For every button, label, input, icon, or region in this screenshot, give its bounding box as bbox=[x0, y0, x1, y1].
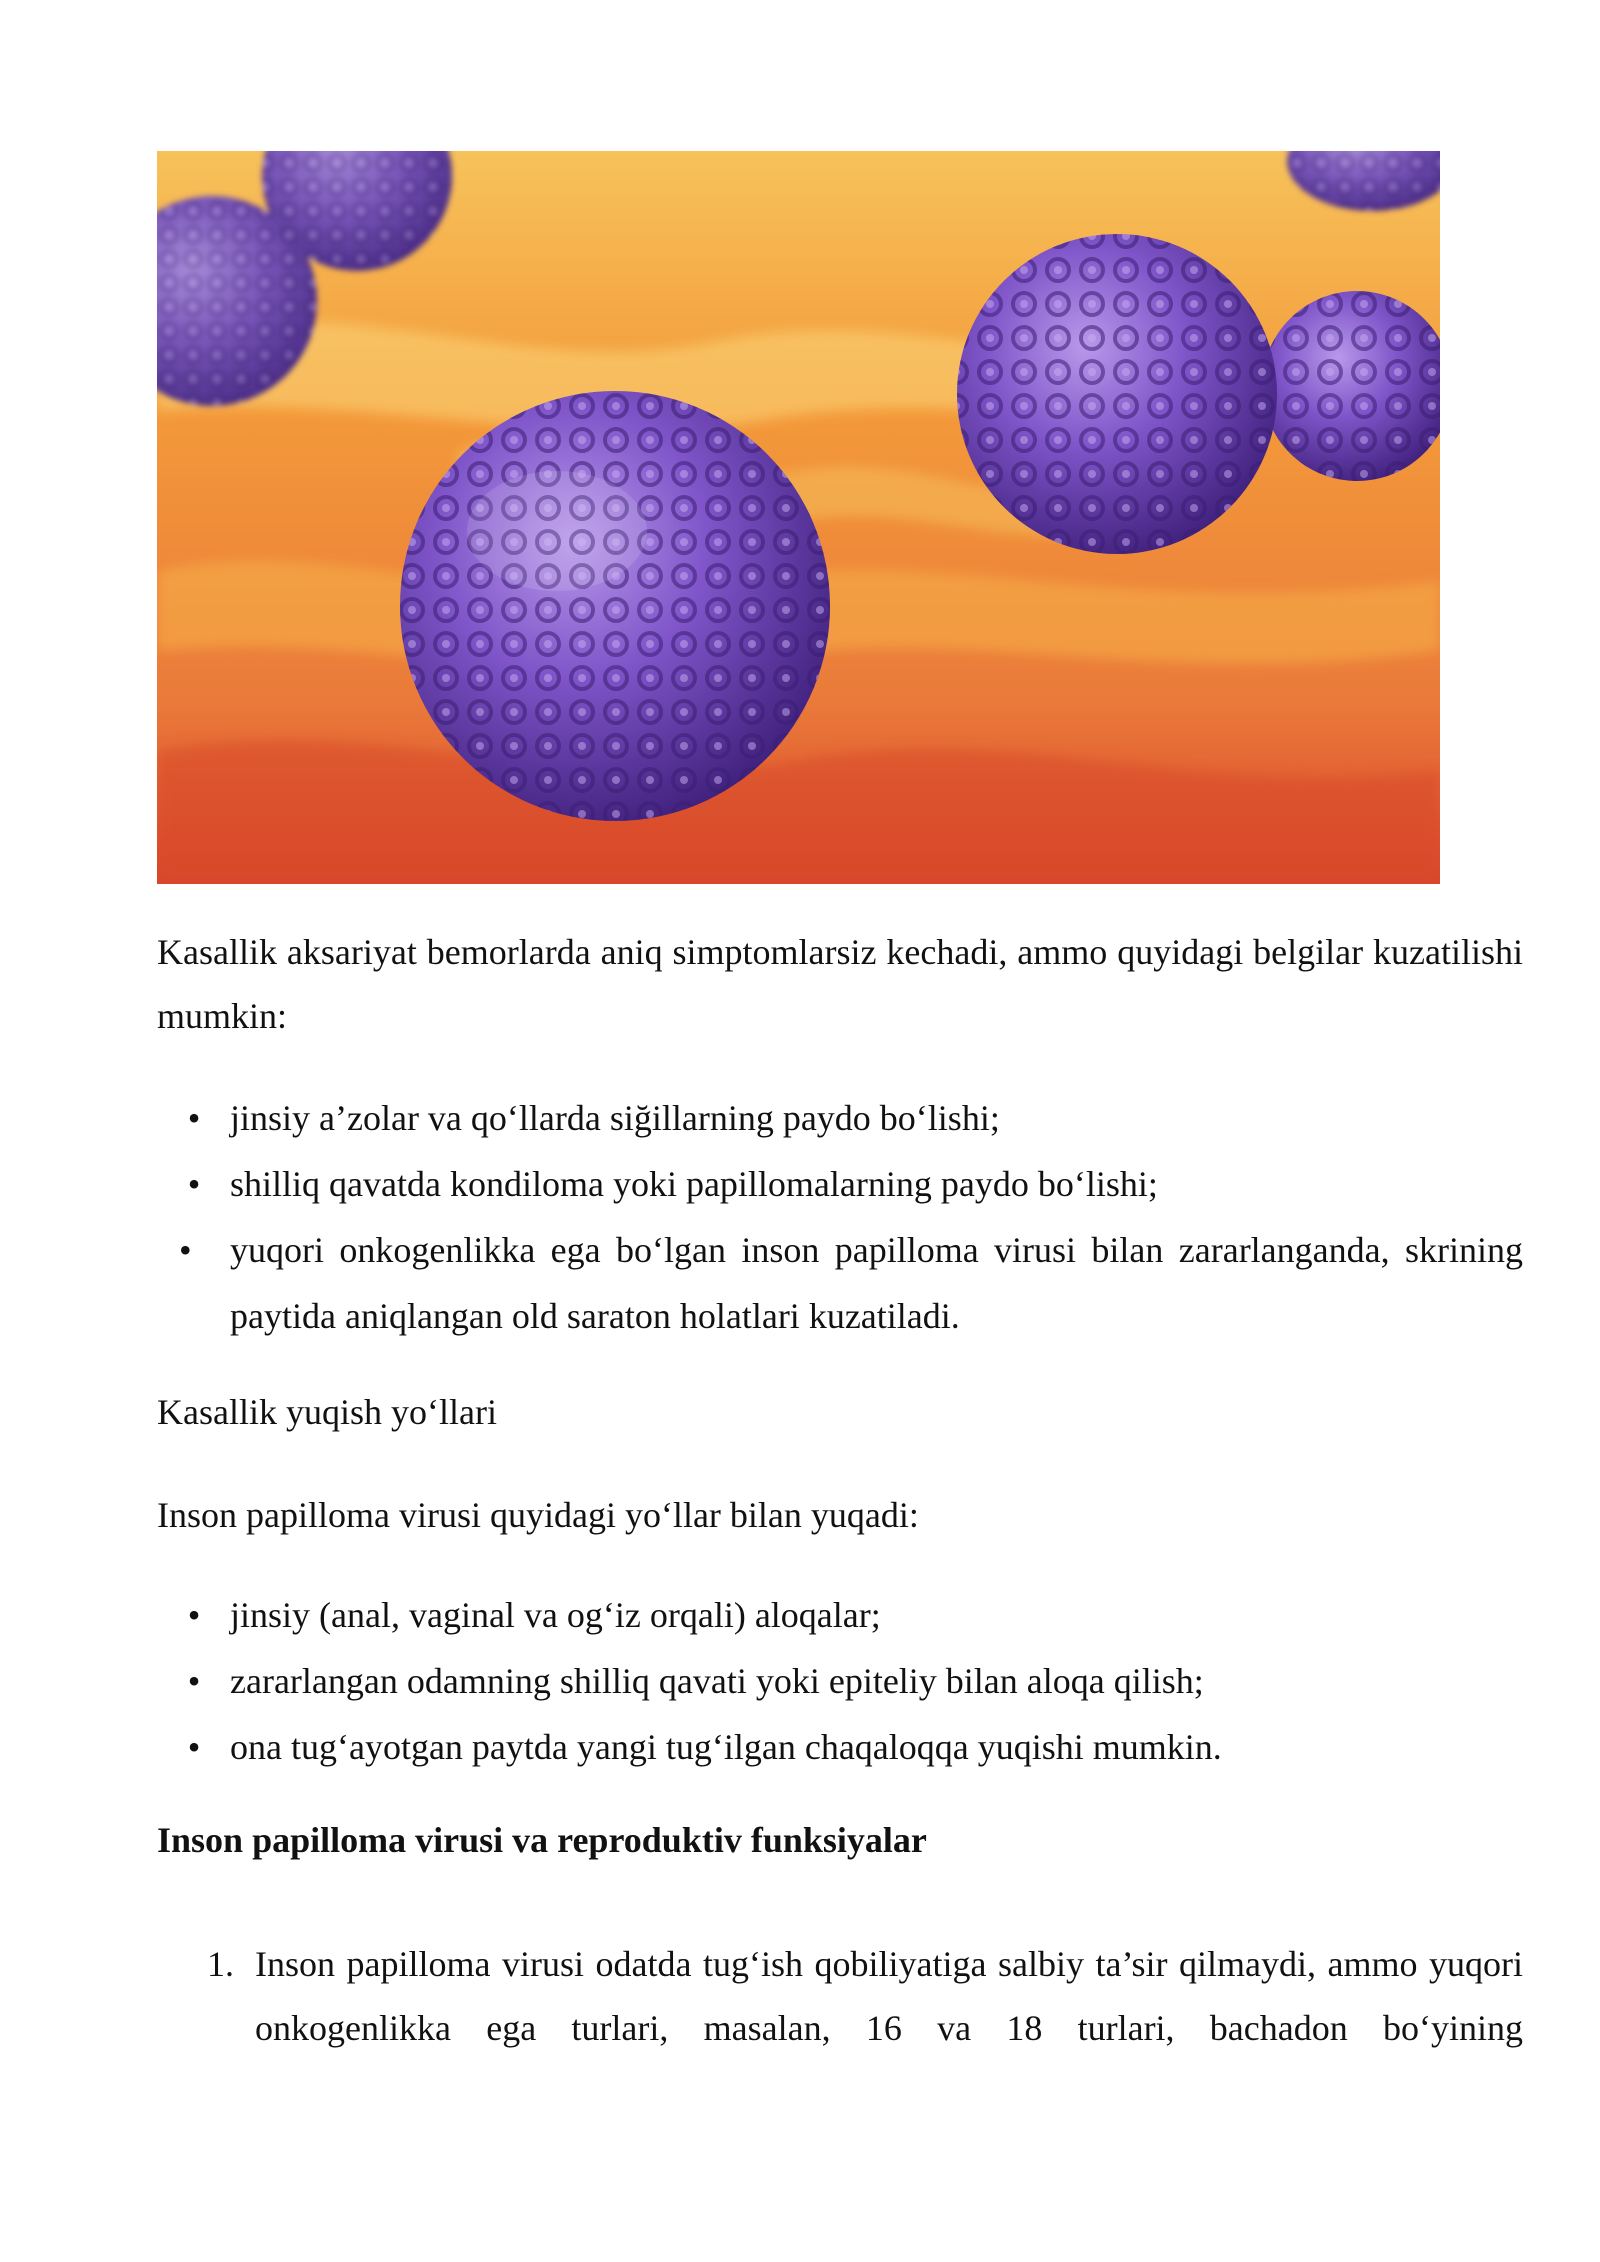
bullet-icon: • bbox=[187, 1661, 201, 1701]
symptoms-list bbox=[157, 1085, 1523, 1349]
list-item-text: shilliq qavatda kondiloma yoki papillomalarning paydo bo‘lishi; bbox=[230, 1164, 1158, 1204]
transmission-title: Kasallik yuqish yo‘llari bbox=[157, 1392, 497, 1432]
list-item-text: jinsiy a’zolar va qo‘llarda siğillarning paydo bo‘lishi; bbox=[230, 1098, 1000, 1138]
list-item bbox=[157, 1151, 1523, 1217]
list-item-text: ona tug‘ayotgan paytda yangi tug‘ilgan chaqaloqqa yuqishi mumkin. bbox=[230, 1727, 1222, 1767]
list-item-text: Inson papilloma virusi odatda tug‘ish qobiliyatiga salbiy ta’sir qilmaydi, ammo yuqori onkogenlikka ega turlari, masalan, 16 va 18 turlari, bachadon bo‘yining bbox=[255, 1944, 1523, 2048]
bullet-icon: • bbox=[187, 1098, 201, 1138]
list-item-text: jinsiy (anal, vaginal va og‘iz orqali) aloqalar; bbox=[230, 1595, 881, 1635]
list-item bbox=[157, 1582, 1523, 1648]
transmission-intro: Inson papilloma virusi quyidagi yo‘llar bilan yuqadi: bbox=[157, 1495, 919, 1535]
list-item bbox=[157, 1714, 1523, 1780]
reproductive-list bbox=[157, 1932, 1523, 2060]
list-item-text: zararlangan odamning shilliq qavati yoki epiteliy bilan aloqa qilish; bbox=[230, 1661, 1204, 1701]
bullet-icon: • bbox=[187, 1164, 201, 1204]
numbered-list-item bbox=[157, 1932, 1523, 2060]
section-heading: Inson papilloma virusi va reproduktiv funksiyalar bbox=[157, 1820, 927, 1860]
bullet-icon: • bbox=[179, 1230, 192, 1270]
list-item-text: yuqori onkogenlikka ega bo‘lgan inson papilloma virusi bilan zararlanganda, skrining paytida aniqlangan old saraton holatlari kuzatiladi. bbox=[230, 1230, 1523, 1336]
transmission-list bbox=[157, 1582, 1523, 1780]
list-item bbox=[157, 1085, 1523, 1151]
bullet-icon: • bbox=[187, 1595, 201, 1635]
list-item bbox=[157, 1648, 1523, 1714]
intro-paragraph: Kasallik aksariyat bemorlarda aniq simptomlarsiz kechadi, ammo quyidagi belgilar kuzatilishi mumkin: bbox=[157, 932, 1523, 1036]
bullet-icon: • bbox=[187, 1727, 201, 1767]
list-item bbox=[157, 1217, 1523, 1349]
list-number: 1. bbox=[207, 1944, 234, 1984]
virus-particles-image bbox=[157, 151, 1440, 884]
